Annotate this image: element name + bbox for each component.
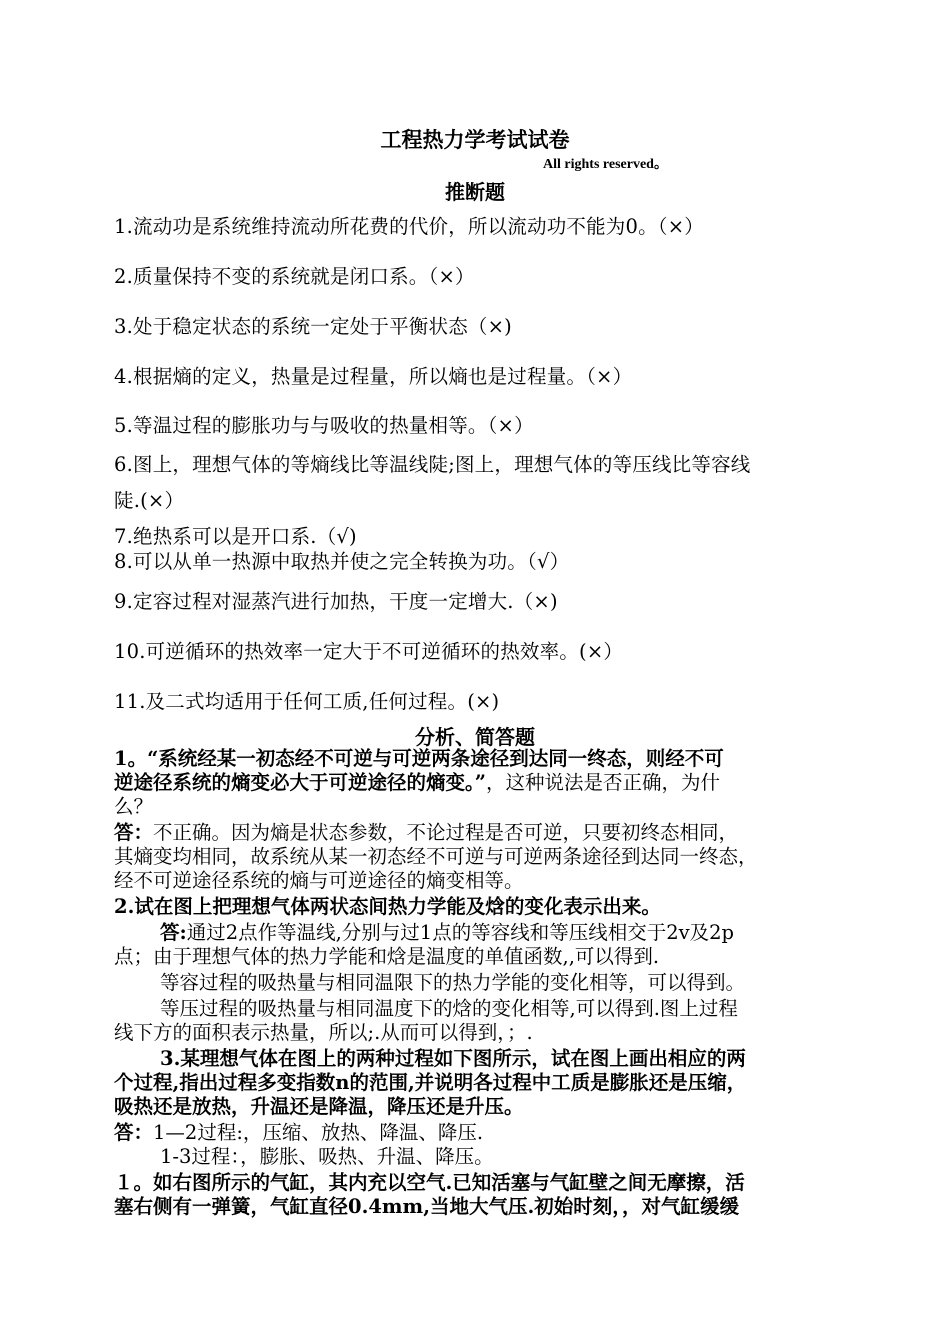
q1-question-line: 1。“系统经某一初态经不可逆与可逆两条途径到达同一终态，则经不可	[114, 747, 724, 770]
q2-answer-line: 点；由于理想气体的热力学能和焓是温度的单值函数,,可以得到.	[114, 945, 660, 968]
q3-question-line: 个过程,指出过程多变指数n的范围,并说明各过程中工质是膨胀还是压缩，	[114, 1071, 747, 1094]
q3-answer-text: 1—2过程:，压缩、放热、降温、降压.	[153, 1121, 484, 1144]
q1-answer-line: 其熵变均相同，故系统从某一初态经不可逆与可逆两条途径到达同一终态，	[114, 845, 758, 868]
answer-label: 答：	[114, 1121, 154, 1144]
q1-answer-line: 经不可逆途径系统的熵与可逆途径的熵变相等。	[114, 869, 524, 892]
problem-line: 塞右侧有一弹簧，气缸直径0.4mm,当地大气压.初始时刻，，对气缸缓缓	[114, 1195, 740, 1218]
judgement-item: 6.图上，理想气体的等熵线比等温线陡;图上，理想气体的等压线比等容线	[114, 453, 751, 476]
judgement-item: 9.定容过程对湿蒸汽进行加热，干度一定增大.（×)	[114, 590, 558, 613]
judgement-item: 3.处于稳定状态的系统一定处于平衡状态（×)	[114, 315, 512, 338]
answer-label: 答：	[114, 821, 154, 844]
q1-answer-text: 不正确。因为熵是状态参数，不论过程是否可逆，只要初终态相同，	[153, 821, 739, 844]
q2-answer-line: 等压过程的吸热量与相同温度下的焓的变化相等,可以得到.图上过程	[160, 997, 738, 1020]
problem-line: １。如右图所示的气缸，其内充以空气.已知活塞与气缸壁之间无摩擦，活	[114, 1171, 745, 1194]
answer-label: 答:	[160, 921, 187, 944]
judgement-item: 7.绝热系可以是开口系.（√)	[114, 525, 357, 548]
q3-answer-line	[114, 1121, 483, 1145]
judgement-item: 8.可以从单一热源中取热并使之完全转换为功。（√）	[114, 550, 570, 573]
q2-answer-line	[160, 921, 734, 945]
q1-answer-line	[114, 821, 738, 845]
q1-question-rest: ，这种说法是否正确，为什	[485, 771, 720, 794]
section-heading-judgement: 推断题	[445, 180, 505, 204]
judgement-item: 4.根据熵的定义，热量是过程量，所以熵也是过程量。（×）	[114, 365, 633, 388]
section-heading-analysis: 分析、简答题	[415, 725, 535, 749]
q2-answer-line: 线下方的面积表示热量，所以;.从而可以得到，；.	[114, 1021, 533, 1044]
q2-answer-text: 通过2点作等温线,分别与过1点的等容线和等压线相交于2v及2p	[186, 921, 735, 944]
q1-question-line	[114, 771, 720, 795]
judgement-item: 5.等温过程的膨胀功与与吸收的热量相等。（×）	[114, 414, 534, 437]
judgement-item: 2.质量保持不变的系统就是闭口系。（×）	[114, 265, 475, 288]
judgement-item: 10.可逆循环的热效率一定大于不可逆循环的热效率。(×）	[114, 640, 624, 663]
page-title: 工程热力学考试试卷	[380, 127, 570, 152]
q2-question: 2.试在图上把理想气体两状态间热力学能及焓的变化表示出来。	[114, 895, 661, 918]
q3-question-line: 3.某理想气体在图上的两种过程如下图所示，试在图上画出相应的两	[160, 1047, 746, 1070]
rights-notice: All rights reserved。	[543, 157, 668, 172]
q2-answer-line: 等容过程的吸热量与相同温限下的热力学能的变化相等，可以得到。	[160, 971, 746, 994]
judgement-item: 11.及二式均适用于任何工质,任何过程。(×)	[114, 690, 500, 713]
q1-question-bold: 逆途径系统的熵变必大于可逆途径的熵变。”	[114, 771, 486, 794]
q3-question-line: 吸热还是放热，升温还是降温，降压还是升压。	[114, 1095, 524, 1118]
judgement-item-continued: 陡.(×）	[114, 489, 185, 512]
q1-question-line: 么？	[114, 795, 154, 818]
judgement-item: 1.流动功是系统维持流动所花费的代价，所以流动功不能为0。（×）	[114, 215, 705, 238]
q3-answer-line: 1-3过程：，膨胀、吸热、升温、降压。	[160, 1145, 494, 1168]
